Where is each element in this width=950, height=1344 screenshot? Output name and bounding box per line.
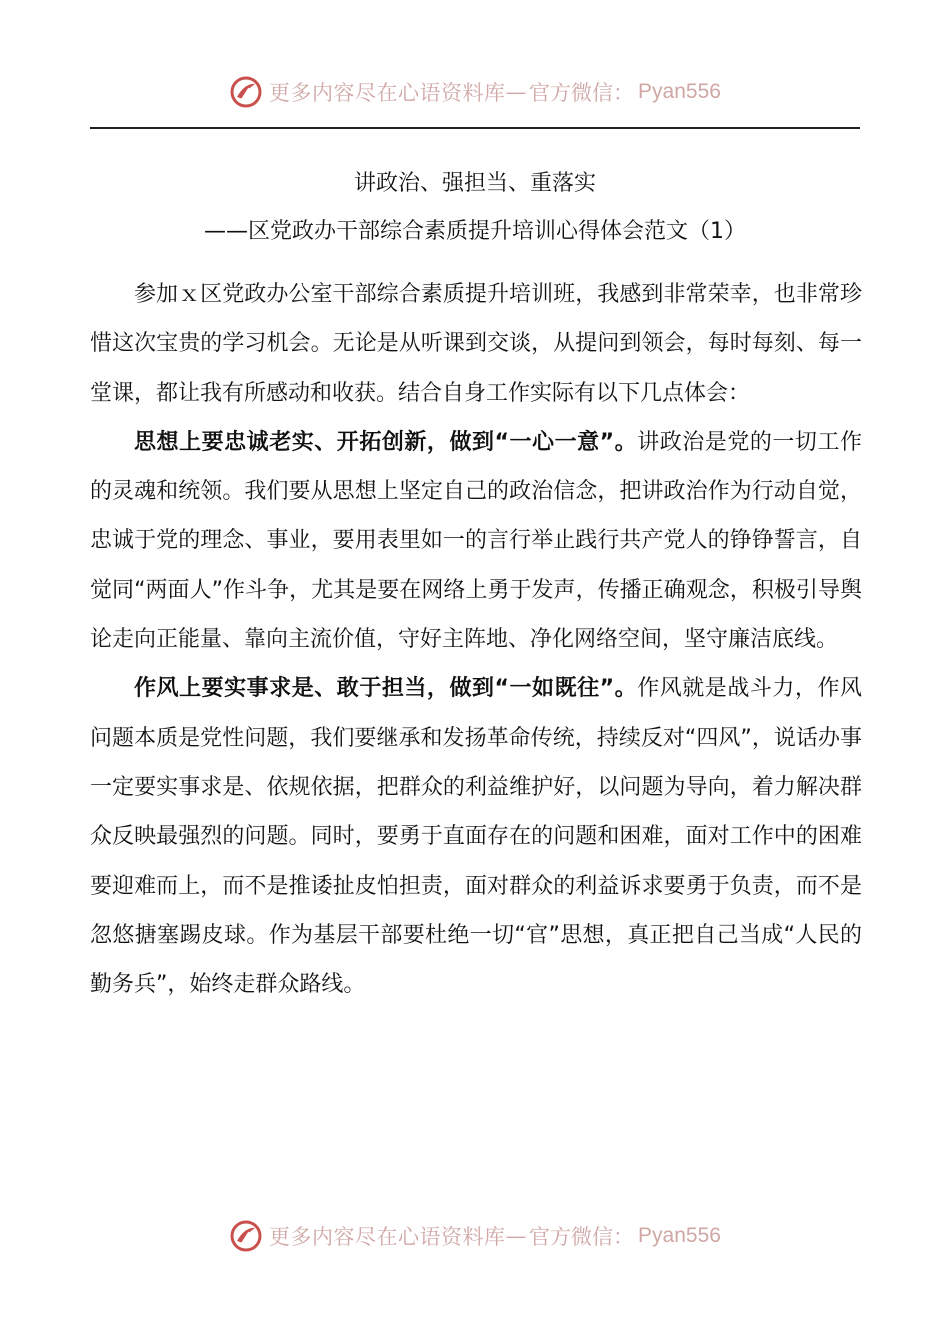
paragraph-style (90, 664, 862, 1009)
brand-logo-icon (229, 1219, 263, 1253)
document-title: 讲政治、强担当、重落实 (353, 171, 596, 196)
paragraph-lead: 思想上要忠诚老实、开拓创新，做到“一心一意”。 (134, 429, 638, 455)
watermark-label: 官方微信： (529, 81, 635, 105)
paragraph-text: 讲政治是党的一切工作的灵魂和统领。我们要从思想上坚定自己的政治信念，把讲政治作为行动自觉，忠诚于党的理念、事业，要用表里如一的言行举止践行共产党人的铮铮誓言，自觉同“两面人”作斗争，尤其是要在网络上勇于发声，传播正确观念，积极引导舆论走向正能量、靠向主流价值，守好主阵地、净化网络空间，坚守廉洁底线。 (90, 429, 862, 653)
watermark-brand-text: 更多内容尽在心语资料库 (269, 1225, 506, 1249)
document-subtitle: ——区党政办干部综合素质提升培训心得体会范文（1） (204, 219, 746, 244)
header-divider (90, 127, 860, 129)
footer-watermark (0, 1216, 950, 1256)
paragraph-text: 作风就是战斗力，作风问题本质是党性问题，我们要继承和发扬革命传统，持续反对“四风”，说话办事一定要实事求是、依规依据，把群众的利益维护好，以问题为导向，着力解决群众反映最强烈的问题。同时，要勇于直面存在的问题和困难，面对工作中的困难要迎难而上，而不是推诿扯皮怕担责，面对群众的利益诉求要勇于负责，而不是忽悠搪塞踢皮球。作为基层干部要杜绝一切“官”思想，真正把自己当成“人民的勤务兵”，始终走群众路线。 (90, 676, 862, 998)
paragraph-intro (90, 270, 862, 418)
watermark-dash: — (505, 80, 528, 104)
watermark-brand-text: 更多内容尽在心语资料库 (269, 81, 506, 105)
watermark-dash: — (505, 1224, 528, 1248)
document-body (90, 270, 862, 1009)
paragraph-text: 参加ｘ区党政办公室干部综合素质提升培训班，我感到非常荣幸，也非常珍惜这次宝贵的学习机会。无论是从听课到交谈，从提问到领会，每时每刻、每一堂课，都让我有所感动和收获。结合自身工作实际有以下几点体会： (90, 282, 862, 406)
watermark-label: 官方微信： (529, 1225, 635, 1249)
brand-logo-icon (229, 75, 263, 109)
watermark-id: Pyan556 (638, 1224, 721, 1247)
watermark-id: Pyan556 (638, 80, 721, 103)
paragraph-lead: 作风上要实事求是、敢于担当，做到“一如既往”。 (134, 676, 638, 702)
header-watermark (0, 72, 950, 112)
paragraph-thought (90, 418, 862, 664)
